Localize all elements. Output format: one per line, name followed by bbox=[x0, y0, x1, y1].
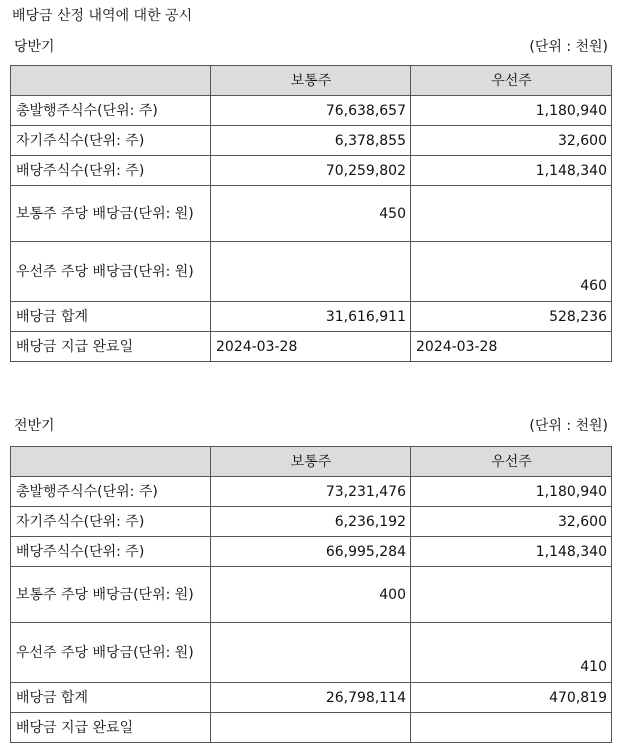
section-label-previous-half: 전반기 bbox=[14, 418, 55, 434]
preferred-value bbox=[411, 713, 612, 743]
table-row bbox=[11, 537, 612, 567]
table-row bbox=[11, 186, 612, 242]
table-row bbox=[11, 332, 612, 362]
preferred-value: 2024-03-28 bbox=[411, 332, 612, 362]
table-row bbox=[11, 302, 612, 332]
preferred-value: 470,819 bbox=[411, 683, 612, 713]
row-label: 우선주 주당 배당금(단위: 원) bbox=[11, 623, 211, 683]
row-label: 보통주 주당 배당금(단위: 원) bbox=[11, 186, 211, 242]
header-cell-empty bbox=[11, 447, 211, 477]
row-label: 보통주 주당 배당금(단위: 원) bbox=[11, 567, 211, 623]
row-label: 총발행주식수(단위: 주) bbox=[11, 96, 211, 126]
preferred-value: 32,600 bbox=[411, 126, 612, 156]
preferred-value bbox=[411, 186, 612, 242]
dividend-table-previous-half bbox=[10, 446, 612, 743]
row-label: 배당주식수(단위: 주) bbox=[11, 156, 211, 186]
common-value: 400 bbox=[211, 567, 411, 623]
common-value bbox=[211, 713, 411, 743]
preferred-value: 32,600 bbox=[411, 507, 612, 537]
preferred-value: 1,148,340 bbox=[411, 156, 612, 186]
common-value: 66,995,284 bbox=[211, 537, 411, 567]
common-value: 6,236,192 bbox=[211, 507, 411, 537]
common-value: 2024-03-28 bbox=[211, 332, 411, 362]
common-value: 31,616,911 bbox=[211, 302, 411, 332]
table-row bbox=[11, 713, 612, 743]
common-value bbox=[211, 242, 411, 302]
common-value: 73,231,476 bbox=[211, 477, 411, 507]
row-label: 자기주식수(단위: 주) bbox=[11, 507, 211, 537]
row-label: 배당금 지급 완료일 bbox=[11, 713, 211, 743]
row-label: 배당금 지급 완료일 bbox=[11, 332, 211, 362]
table-header-row bbox=[11, 447, 612, 477]
unit-label-current-half: (단위 : 천원) bbox=[529, 39, 608, 55]
table-row bbox=[11, 683, 612, 713]
common-value: 450 bbox=[211, 186, 411, 242]
common-value bbox=[211, 623, 411, 683]
unit-label-previous-half: (단위 : 천원) bbox=[529, 418, 608, 434]
preferred-value: 1,148,340 bbox=[411, 537, 612, 567]
header-cell-preferred: 우선주 bbox=[411, 66, 612, 96]
dividend-table-current-half bbox=[10, 65, 612, 362]
common-value: 76,638,657 bbox=[211, 96, 411, 126]
preferred-value bbox=[411, 567, 612, 623]
row-label: 배당금 합계 bbox=[11, 302, 211, 332]
document-title: 배당금 산정 내역에 대한 공시 bbox=[12, 8, 193, 24]
preferred-value: 528,236 bbox=[411, 302, 612, 332]
preferred-value: 1,180,940 bbox=[411, 96, 612, 126]
row-label: 우선주 주당 배당금(단위: 원) bbox=[11, 242, 211, 302]
preferred-value: 1,180,940 bbox=[411, 477, 612, 507]
header-cell-empty bbox=[11, 66, 211, 96]
header-cell-common: 보통주 bbox=[211, 66, 411, 96]
row-label: 자기주식수(단위: 주) bbox=[11, 126, 211, 156]
preferred-value: 410 bbox=[411, 623, 612, 683]
section-label-current-half: 당반기 bbox=[14, 39, 55, 55]
table-row bbox=[11, 242, 612, 302]
table-row bbox=[11, 156, 612, 186]
table-row bbox=[11, 126, 612, 156]
common-value: 26,798,114 bbox=[211, 683, 411, 713]
common-value: 6,378,855 bbox=[211, 126, 411, 156]
table-row bbox=[11, 567, 612, 623]
header-cell-common: 보통주 bbox=[211, 447, 411, 477]
table-header-row bbox=[11, 66, 612, 96]
common-value: 70,259,802 bbox=[211, 156, 411, 186]
table-row bbox=[11, 96, 612, 126]
table-row bbox=[11, 477, 612, 507]
table-row bbox=[11, 623, 612, 683]
table-row bbox=[11, 507, 612, 537]
row-label: 총발행주식수(단위: 주) bbox=[11, 477, 211, 507]
header-cell-preferred: 우선주 bbox=[411, 447, 612, 477]
row-label: 배당주식수(단위: 주) bbox=[11, 537, 211, 567]
preferred-value: 460 bbox=[411, 242, 612, 302]
row-label: 배당금 합계 bbox=[11, 683, 211, 713]
